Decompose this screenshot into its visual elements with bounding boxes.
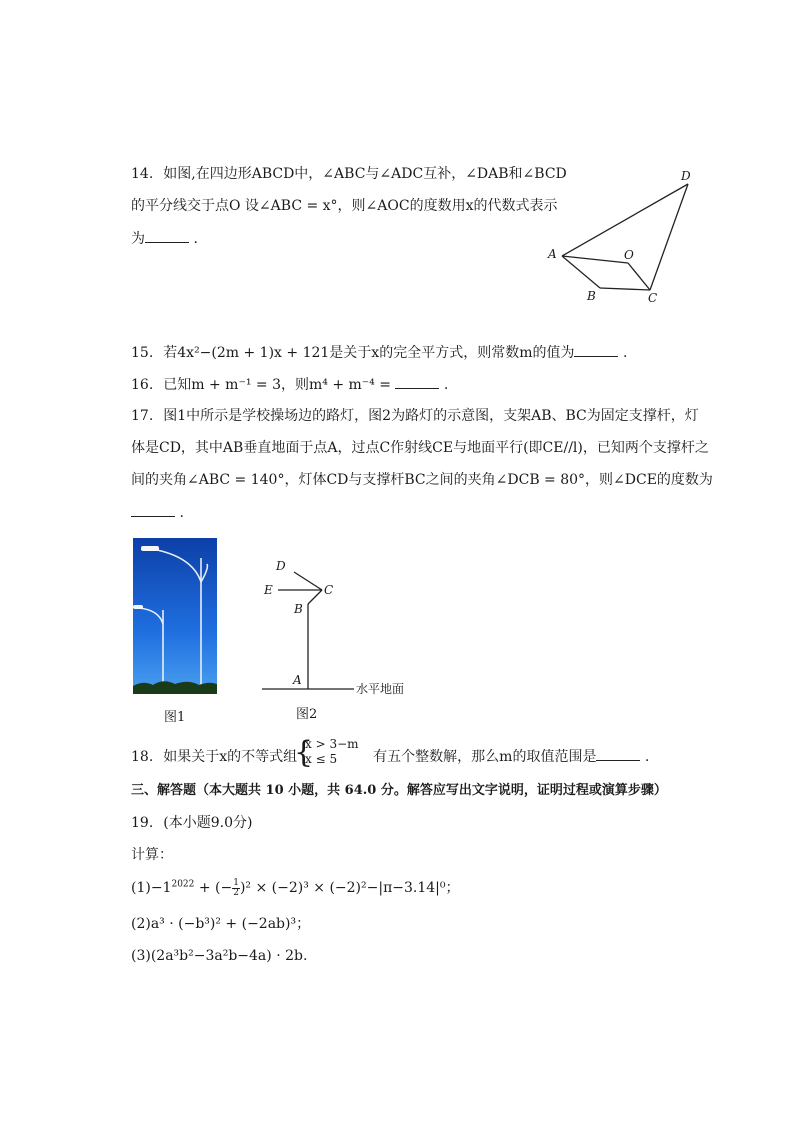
fig2-label-A: A — [293, 673, 302, 687]
q18-line — [131, 746, 649, 767]
q14-line3 — [131, 228, 198, 249]
arm-BC — [308, 590, 322, 604]
label-A: A — [548, 247, 557, 261]
section3-heading: 三、解答题（本大题共 10 小题，共 64.0 分。解答应写出文字说明，证明过程或演算步骤） — [131, 783, 667, 798]
q17-number: 17. — [131, 408, 154, 424]
q19-score: (本小题9.0分) — [163, 815, 253, 831]
q17-line4 — [131, 502, 184, 523]
q17-fig2-caption: 图2 — [296, 707, 318, 722]
q15-line — [131, 342, 627, 363]
q14-text-line2: 的平分线交于点O 设∠ABC = x°，则∠AOC的度数用x的代数式表示 — [131, 198, 558, 214]
q17-text-line2: 体是CD，其中AB垂直地面于点A，过点C作射线CE与地面平行(即CE//l)，已知两个支撑杆之 — [131, 440, 709, 456]
q17-line3 — [131, 470, 713, 490]
q17-text-line1: 图1中所示是学校操场边的路灯，图2为路灯的示意图，支架AB、BC为固定支撑杆，灯 — [163, 408, 699, 424]
q14-number: 14. — [131, 166, 154, 182]
q18-row2: x ≤ 5 — [305, 752, 338, 766]
q16-number: 16. — [131, 377, 154, 393]
q19-item1-exp: 2022 — [171, 879, 195, 890]
q14-line1 — [131, 164, 567, 184]
fraction-denominator: 2 — [233, 887, 239, 898]
fig2-label-E: E — [264, 583, 273, 597]
q19-item1-plus: + (− — [194, 880, 233, 896]
q19-item1-pre: (1)−1 — [131, 880, 172, 896]
q18-end: . — [644, 749, 650, 765]
q19-item2: (2)a³ · (−b³)² + (−2ab)³； — [131, 916, 311, 932]
q15-answer-blank[interactable] — [574, 342, 618, 357]
q16-answer-blank[interactable] — [395, 374, 439, 389]
label-D: D — [681, 169, 691, 183]
q19-item1-fraction — [232, 879, 240, 898]
q17-fig1-caption: 图1 — [164, 710, 186, 725]
q18-suffix: 有五个整数解，那么m的取值范围是 — [373, 749, 597, 765]
lamp-CD — [294, 572, 322, 590]
q18-system — [305, 737, 359, 767]
bisector-AO — [562, 256, 628, 263]
q18-row1: x > 3−m — [305, 737, 359, 751]
label-C: C — [648, 291, 658, 305]
q18-number: 18. — [131, 749, 154, 765]
q15-text: 若4x²−(2m + 1)x + 121是关于x的完全平方式，则常数m的值为 — [163, 345, 575, 361]
fig2-label-D: D — [276, 559, 286, 573]
q17-line4-suffix: . — [179, 505, 184, 521]
edge-BA — [562, 256, 600, 288]
q19-item3: (3)(2a³b²−3a²b−4a) · 2b. — [131, 948, 308, 964]
edge-DC — [650, 184, 688, 290]
q19-number: 19. — [131, 815, 154, 831]
q17-line1 — [131, 406, 699, 426]
q14-answer-blank[interactable] — [145, 228, 189, 243]
bisector-CO — [628, 263, 650, 290]
fig2-label-C: C — [324, 583, 334, 597]
q19-instruction: 计算： — [131, 847, 173, 863]
q18-brace: { — [294, 735, 314, 770]
q16-line — [131, 374, 448, 395]
q18-answer-blank[interactable] — [596, 746, 640, 761]
q15-suffix: . — [622, 345, 628, 361]
q14-text-line3-prefix: 为 — [131, 231, 145, 247]
q17-line2 — [131, 438, 709, 458]
edge-CB — [600, 288, 650, 290]
q19-item1-rest: )² × (−2)³ × (−2)²−|π−3.14|⁰； — [239, 880, 460, 896]
lamp-head-short — [133, 605, 143, 609]
q15-number: 15. — [131, 345, 154, 361]
q17-text-line3: 间的夹角∠ABC = 140°，灯体CD与支撑杆BC之间的夹角∠DCB = 80°，则∠DCE的度数为 — [131, 472, 713, 488]
label-O: O — [624, 248, 634, 262]
fig2-label-B: B — [294, 602, 303, 616]
q19-header — [131, 813, 252, 833]
q17-answer-blank[interactable] — [131, 502, 175, 517]
edge-AD — [562, 184, 688, 256]
q17-figure1-photo — [133, 538, 217, 694]
q18-prefix: 如果关于x的不等式组 — [163, 749, 298, 765]
label-B: B — [587, 289, 596, 303]
lamp-head-tall — [141, 546, 159, 551]
q19-item1 — [131, 878, 460, 898]
fig2-label-ground: 水平地面 — [356, 682, 405, 696]
q14-text-line1: 如图,在四边形ABCD中，∠ABC与∠ADC互补，∠DAB和∠BCD — [163, 166, 567, 182]
q16-text: 已知m + m⁻¹ = 3，则m⁴ + m⁻⁴ = — [163, 377, 391, 393]
q14-text-line3-suffix: . — [193, 231, 198, 247]
q16-suffix: . — [443, 377, 449, 393]
sky-background — [133, 538, 217, 694]
fraction-numerator: 1 — [233, 877, 239, 888]
q14-line2 — [131, 196, 557, 216]
